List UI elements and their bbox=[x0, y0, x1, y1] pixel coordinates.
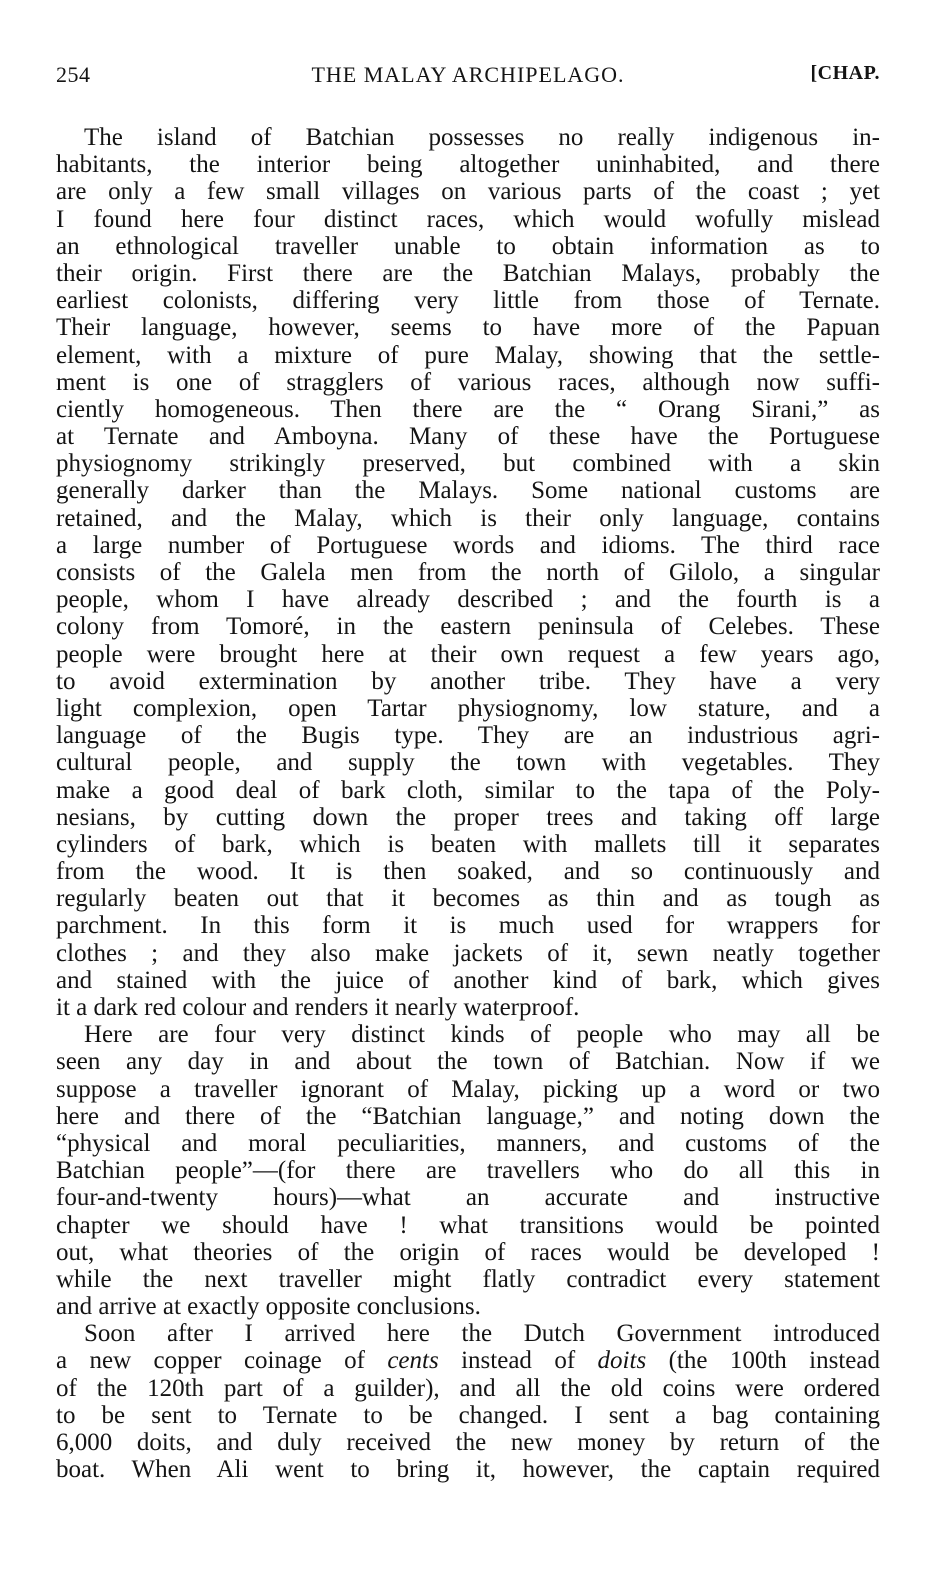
text-segment: instead of bbox=[438, 1347, 598, 1375]
page-number: 254 bbox=[56, 62, 91, 87]
italic-term: doits bbox=[597, 1347, 647, 1375]
text-line: Batchian people”—(for there are travellers who do all this in bbox=[56, 1157, 880, 1185]
text-line: from the wood. It is then soaked, and so continuously and bbox=[56, 858, 880, 886]
text-line: four-and-twenty hours)—what an accurate and instructive bbox=[56, 1184, 880, 1212]
paragraph bbox=[56, 1021, 880, 1320]
text-line: retained, and the Malay, which is their only language, contains bbox=[56, 504, 880, 532]
text-line: physiognomy strikingly preserved, but combined with a skin bbox=[56, 450, 880, 478]
text-line: light complexion, open Tartar physiognomy, low stature, and a bbox=[56, 694, 880, 722]
paragraph bbox=[56, 124, 880, 1021]
text-line-with-italics bbox=[56, 1347, 880, 1374]
text-line: element, with a mixture of pure Malay, showing that the settle- bbox=[56, 341, 880, 369]
text-line: people were brought here at their own request a few years ago, bbox=[56, 640, 880, 668]
text-segment: a new copper coinage of bbox=[56, 1347, 388, 1375]
text-line: Here are four very distinct kinds of people who may all be bbox=[84, 1021, 880, 1049]
text-line: boat. When Ali went to bring it, however, the captain required bbox=[56, 1456, 880, 1484]
text-line: their origin. First there are the Batchian Malays, probably the bbox=[56, 259, 880, 287]
text-line: colony from Tomoré, in the eastern peninsula of Celebes. These bbox=[56, 613, 880, 641]
text-line: clothes ; and they also make jackets of it, sewn neatly together bbox=[56, 939, 880, 967]
text-line: ment is one of stragglers of various races, although now suffi- bbox=[56, 368, 880, 396]
text-line: Their language, however, seems to have more of the Papuan bbox=[56, 314, 880, 342]
text-line: make a good deal of bark cloth, similar to the tapa of the Poly- bbox=[56, 776, 880, 804]
text-line: it a dark red colour and renders it nearly waterproof. bbox=[56, 994, 580, 1021]
chapter-mark: [CHAP. bbox=[810, 62, 880, 84]
text-line: are only a few small villages on various parts of the coast ; yet bbox=[56, 178, 880, 206]
text-line: and stained with the juice of another kind of bark, which gives bbox=[56, 966, 880, 994]
text-line: cylinders of bark, which is beaten with mallets till it separates bbox=[56, 830, 880, 858]
running-title: THE MALAY ARCHIPELAGO. bbox=[311, 62, 625, 87]
text-line: generally darker than the Malays. Some national customs are bbox=[56, 477, 880, 505]
text-line: Soon after I arrived here the Dutch Government introduced bbox=[84, 1320, 880, 1348]
text-line: language of the Bugis type. They are an industrious agri- bbox=[56, 722, 880, 750]
text-line: to be sent to Ternate to be changed. I sent a bag containing bbox=[56, 1401, 880, 1429]
text-line: “physical and moral peculiarities, manners, and customs of the bbox=[56, 1129, 880, 1157]
text-segment: (the 100th instead bbox=[646, 1347, 880, 1375]
text-line: regularly beaten out that it becomes as thin and as tough as bbox=[56, 885, 880, 913]
text-line: earliest colonists, differing very little from those of Ternate. bbox=[56, 287, 880, 315]
text-line: I found here four distinct races, which would wofully mislead bbox=[56, 205, 880, 233]
book-page bbox=[56, 62, 880, 1483]
body-text bbox=[56, 124, 880, 1483]
text-line: suppose a traveller ignorant of Malay, picking up a word or two bbox=[56, 1075, 880, 1103]
text-line: nesians, by cutting down the proper trees and taking off large bbox=[56, 803, 880, 831]
text-line: seen any day in and about the town of Batchian. Now if we bbox=[56, 1048, 880, 1076]
text-line: to avoid extermination by another tribe. They have a very bbox=[56, 667, 880, 695]
text-line: ciently homogeneous. Then there are the “ Orang Sirani,” as bbox=[56, 395, 880, 423]
text-line: 6,000 doits, and duly received the new money by return of the bbox=[56, 1429, 880, 1456]
text-line: while the next traveller might flatly contradict every statement bbox=[56, 1265, 880, 1293]
text-line: and arrive at exactly opposite conclusions. bbox=[56, 1293, 481, 1321]
text-line: an ethnological traveller unable to obtain information as to bbox=[56, 232, 880, 260]
text-line: a large number of Portuguese words and idioms. The third race bbox=[56, 531, 880, 559]
text-line: The island of Batchian possesses no really indigenous in- bbox=[84, 124, 880, 151]
running-header bbox=[56, 62, 880, 92]
text-line: at Ternate and Amboyna. Many of these have the Portuguese bbox=[56, 423, 880, 451]
text-line: chapter we should have ! what transitions would be pointed bbox=[56, 1211, 880, 1239]
italic-term: cents bbox=[387, 1347, 439, 1375]
text-line: people, whom I have already described ; and the fourth is a bbox=[56, 586, 880, 614]
text-line: of the 120th part of a guilder), and all the old coins were ordered bbox=[56, 1374, 880, 1402]
text-line: cultural people, and supply the town with vegetables. They bbox=[56, 749, 880, 777]
paragraph bbox=[56, 1320, 880, 1483]
text-line: here and there of the “Batchian language,” and noting down the bbox=[56, 1102, 880, 1130]
text-line: out, what theories of the origin of races would be developed ! bbox=[56, 1238, 880, 1266]
text-line: consists of the Galela men from the north of Gilolo, a singular bbox=[56, 559, 880, 586]
text-line: parchment. In this form it is much used for wrappers for bbox=[56, 912, 880, 940]
text-line: habitants, the interior being altogether uninhabited, and there bbox=[56, 151, 880, 179]
